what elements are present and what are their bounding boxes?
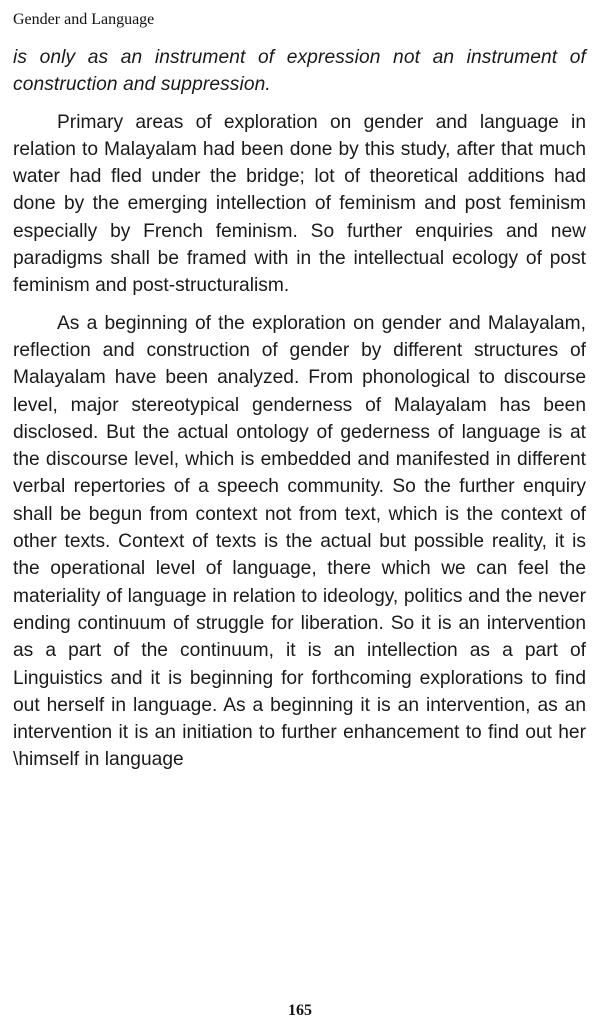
page-number: 165	[288, 1002, 312, 1019]
body-text	[13, 44, 586, 774]
paragraph-beginning-exploration: As a beginning of the exploration on gender and Malayalam, reflection and construction of gender by different structures of Malayalam have been analyzed. From phonological to discourse level, major stereotypical genderness of Malayalam has been disclosed. But the actual ontology of gederness of language is at the discourse level, which is embedded and manifested in different verbal repertories of a speech community. So the further enquiry shall be begun from context not from text, which is the context of other texts. Context of texts is the actual but possible reality, it is the operational level of language, there which we can feel the materiality of language in relation to ideology, politics and the never ending continuum of struggle for liberation. So it is an intervention as a part of the continuum, it is an intellection as a part of Linguistics and it is beginning for forthcoming explorations to find out herself in language. As a beginning it is an intervention, as an intervention it is an initiation to further enhancement to find out her \himself in language	[13, 312, 586, 771]
continued-paragraph: is only as an instrument of expression not an instrument of construction and suppression.	[13, 47, 586, 96]
running-head: Gender and Language	[13, 11, 155, 28]
paragraph-primary-areas: Primary areas of exploration on gender and language in relation to Malayalam had been done by this study, after that much water had fled under the bridge; lot of theoretical additions had done by the emerging intellection of feminism and post feminism especially by French feminism. So further enquiries and new paradigms shall be framed with in the intellectual ecology of post feminism and post-structuralism.	[13, 111, 586, 297]
